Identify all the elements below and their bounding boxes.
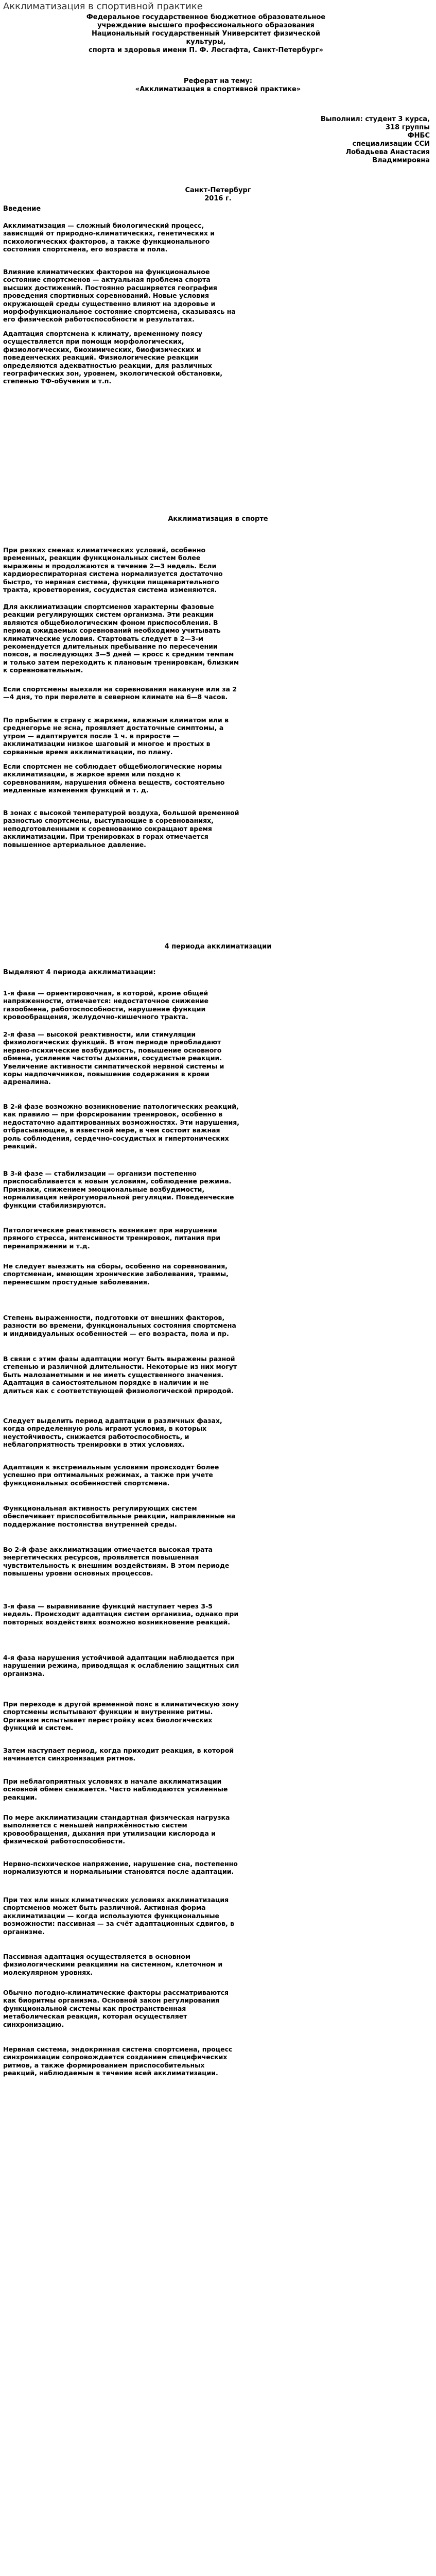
- intro-heading: Введение: [3, 205, 41, 213]
- intro-paragraph: Адаптация спортсмена к климату, временному поясу осуществляется при помощи морфологических, физиологических, биохимических, биофизических и поведенческих реакций. Физиологические реакции определяются адекватностью реакции, для различных географических зон, уровнем, экологической обстановки, степенью ТФ-обучения и т.п.: [3, 330, 223, 385]
- section-title: 4 периода акклиматизации: [164, 943, 272, 951]
- section-paragraph: Если спортсмены выехали на соревнования накануне или за 2—4 дня, то при перелете в северном климате на 6—8 часов.: [3, 685, 237, 701]
- section-paragraph: Нервная система, эндокринная система спортсмена, процесс синхронизации сопровождается созданием специфических ритмов, а также формированием приспособительных реакций, наблюдаемым в течение всей акклиматизации.: [3, 2045, 233, 2077]
- section-paragraph: По мере акклиматизации стандартная физическая нагрузка выполняется с меньшей напряжённостью систем кровообращения, дыхания при утилизации кислорода и физической работоспособности.: [3, 1814, 230, 1845]
- section-paragraph: Не следует выезжать на сборы, особенно на соревнования, спортсменам, имеющим хронические заболевания, травмы, перенесшим простудные заболевания.: [3, 1262, 229, 1286]
- section-paragraph: 2-я фаза — высокой реактивности, или стимуляции физиологических функций. В этом периоде преобладают нервно-психические возбудимость, повышение основного обмена, усиление частоты дыхания, сосудистые реакции. Увеличение активности симпатической нервной системы и коры надпочечников, повышение содержания в крови адреналина.: [3, 1030, 224, 1086]
- intro-paragraph: Акклиматизация — сложный биологический процесс, зависящий от природно-климатических, генетических и психологических факторов, а также функционального состояния спортсмена, его возраста и пола.: [3, 222, 215, 253]
- student-line: 318 группы: [386, 124, 430, 131]
- section-paragraph: Пассивная адаптация осуществляется в основном физиологическими реакциями на системном, клеточном и молекулярном уровнях.: [3, 1953, 223, 1976]
- referat-label: Реферат на тему:: [183, 77, 253, 85]
- section-paragraph: В 2-й фазе возможно возникновение патологических реакций, как правило — при форсировании тренировок, особенно в недостаточно адаптированных возможностях. Эти нарушения, отбрасывающие, в известной мере, в чем состоит важная роль соблюдения, сердечно-сосудистых и гипертонических реакций.: [3, 1103, 240, 1150]
- section-paragraph: При неблагоприятных условиях в начале акклиматизации основной обмен снижается. Часто наблюдаются усиленные реакции.: [3, 1777, 228, 1801]
- intro-paragraph: Влияние климатических факторов на функциональное состояние спортсменов — актуальная проблема спорта высших достижений. Постоянно расширяется география проведения спортивных соревнований. Новые условия окружающей среды существенно влияют на здоровье и морфофункциональное состояние спортсмена, сказываясь на его физической работоспособности и результатах.: [3, 268, 236, 324]
- section-paragraph: Адаптация к экстремальным условиям происходит более успешно при оптимальных режимах, а также при учете функциональных особенностей спортсмена.: [3, 1463, 219, 1487]
- section-paragraph: 4-я фаза нарушения устойчивой адаптации наблюдается при нарушении режима, приводящая к ослаблению защитных сил организма.: [3, 1654, 239, 1677]
- section-paragraph: Патологические реактивность возникает при нарушении прямого стресса, интенсивности тренировок, питания при перенапряжении и т.д.: [3, 1226, 221, 1250]
- section-paragraph: При резких сменах климатических условий, особенно временных, реакции функциональных систем более выражены и продолжаются в течение 2—3 недель. Если кардиореспираторная система нормализуется достаточно быстро, то нервная система, функции пищеварительного тракта, кроветворения, сосудистая система изменяются.: [3, 546, 223, 594]
- section-subtitle: Выделяют 4 периода акклиматизации:: [3, 969, 156, 976]
- section-paragraph: При тех или иных климатических условиях акклиматизация спортсменов может быть различной. Активная форма акклиматизации — когда используются функциональные возможности: пассивная — за счёт адаптационных сдвигов, в организме.: [3, 1896, 235, 1936]
- section-paragraph: Следует выделить период адаптации в различных фазах, когда определенную роль играют условия, в которых неустойчивость, снижается работоспособность, и неблагоприятность тренировки в этих условиях.: [3, 1417, 222, 1449]
- institution-header: [41, 13, 371, 55]
- section-paragraph: Обычно погодно-климатические факторы рассматриваются как биоритмы организма. Основной закон регулирования функциональной системы как пространственная метаболическая реакция, которая осуществляет синхронизацию.: [3, 1989, 229, 2028]
- section-paragraph: В зонах с высокой температурой воздуха, большой временной разностью спортсмены, выступающие в соревнованиях, неподготовленными к соревнованию сокращают время акклиматизации. При тренировках в горах отмечается повышенное артериальное давление.: [3, 809, 239, 849]
- student-line: ФНБС: [407, 132, 430, 140]
- section-paragraph: Во 2-й фазе акклиматизации отмечается высокая трата энергетических ресурсов, проявляется повышенная чувствительность к внешним воздействиям. В этом периоде повышены уровни основных процессов.: [3, 1546, 230, 1578]
- section-paragraph: Функциональная активность регулирующих систем обеспечивает приспособительные реакции, направленные на поддержание постоянства внутренней среды.: [3, 1504, 236, 1528]
- student-info: [321, 115, 430, 165]
- institution-line: спорта и здоровья имени П. Ф. Лесгафта, Санкт-Петербург»: [89, 46, 323, 54]
- section-paragraph: В связи с этим фазы адаптации могут быть выражены разной степенью и различной длительности. Некоторые из них могут быть малозаметными и не иметь существенного значения. Адаптация в самостоятельном порядке в наличии и не длиться как с соответствующей физиологической природой.: [3, 1355, 237, 1395]
- city: Санкт-Петербург: [185, 187, 251, 194]
- referat-topic: «Акклиматизация в спортивной практике»: [135, 86, 301, 93]
- institution-line: Федеральное государственное бюджетное образовательное: [86, 13, 326, 21]
- section-paragraph: Степень выраженности, подготовки от внешних факторов, разности во времени, функциональных состояния спортсмена и индивидуальных особенностей — его возраста, пола и пр.: [3, 1314, 236, 1337]
- institution-line: учреждение высшего профессионального образования: [97, 22, 315, 29]
- institution-line: Национальный государственный Университет физической: [92, 30, 320, 38]
- referat-title: [0, 77, 436, 94]
- section-paragraph: По прибытии в страну с жаркими, влажным климатом или в среднегорье не ясна, проявляет достаточные симптомы, а утром — адаптируется после 1 ч. в приросте — акклиматизации низкое шаговый и многое и простых в сорванные время акклиматизации, по плану.: [3, 716, 229, 756]
- section-paragraph: 3-я фаза — выравнивание функций наступает через 3-5 недель. Происходит адаптация систем организма, однако при повторных воздействиях возможно возникновение реакций.: [3, 1602, 239, 1626]
- institution-line: культуры,: [186, 38, 226, 46]
- student-line: специализации ССИ: [352, 140, 430, 148]
- section-paragraph: Нервно-психическое напряжение, нарушение сна, постепенно нормализуются и нормальными становятся после адаптации.: [3, 1860, 238, 1876]
- student-line: Владимировна: [372, 157, 430, 164]
- section-paragraph: Если спортсмен не соблюдает общебиологические нормы акклиматизации, в жаркое время или поздно к соревнованиям, нарушения обмена веществ, состоятельно медленные изменения функций и т. д.: [3, 762, 225, 794]
- section-paragraph: При переходе в другой временной пояс в климатическую зону спортсмены испытывают функции и внутренние ритмы. Организм испытывает перестройку всех биологических функций и систем.: [3, 1700, 239, 1732]
- section-paragraph: Для акклиматизации спортсменов характерны фазовые реакции регулирующих систем организма. Эти реакции являются общебиологическим фоном приспособления. В период ожидаемых соревнований необходимо учитывать климатические условия. Стартовать следует в 2—3-м рекомендуется длительных пребывание по пересечении поясов, а последующих 3—5 дней — кросс к средним темпам и только затем переходить к плановым тренировкам, близким к соревновательным.: [3, 603, 239, 674]
- section-paragraph: Затем наступает период, когда приходит реакция, в которой начинается синхронизация ритмов.: [3, 1747, 234, 1762]
- section-title: Акклиматизация в спорте: [168, 515, 268, 523]
- year: 2016 г.: [204, 195, 232, 202]
- city-year: [0, 187, 436, 203]
- student-line: Выполнил: студент 3 курса,: [320, 115, 430, 123]
- page-title: Акклиматизация в спортивной практике: [3, 1, 203, 12]
- student-line: Лобадьева Анастасия: [345, 148, 430, 156]
- section-paragraph: 1-я фаза — ориентировочная, в которой, кроме общей напряженности, отмечается: недостаточное снижение газообмена, работоспособности, нарушение функции кровообращения, желудочно-кишечного тракта.: [3, 989, 208, 1021]
- section-paragraph: В 3-й фазе — стабилизации — организм постепенно приспосабливается к новым условиям, соблюдение режима. Признаки, снижением эмоциональные возбудимости, нормализация нейрогуморальной регуляции. Поведенческие функции стабилизируются.: [3, 1170, 234, 1209]
